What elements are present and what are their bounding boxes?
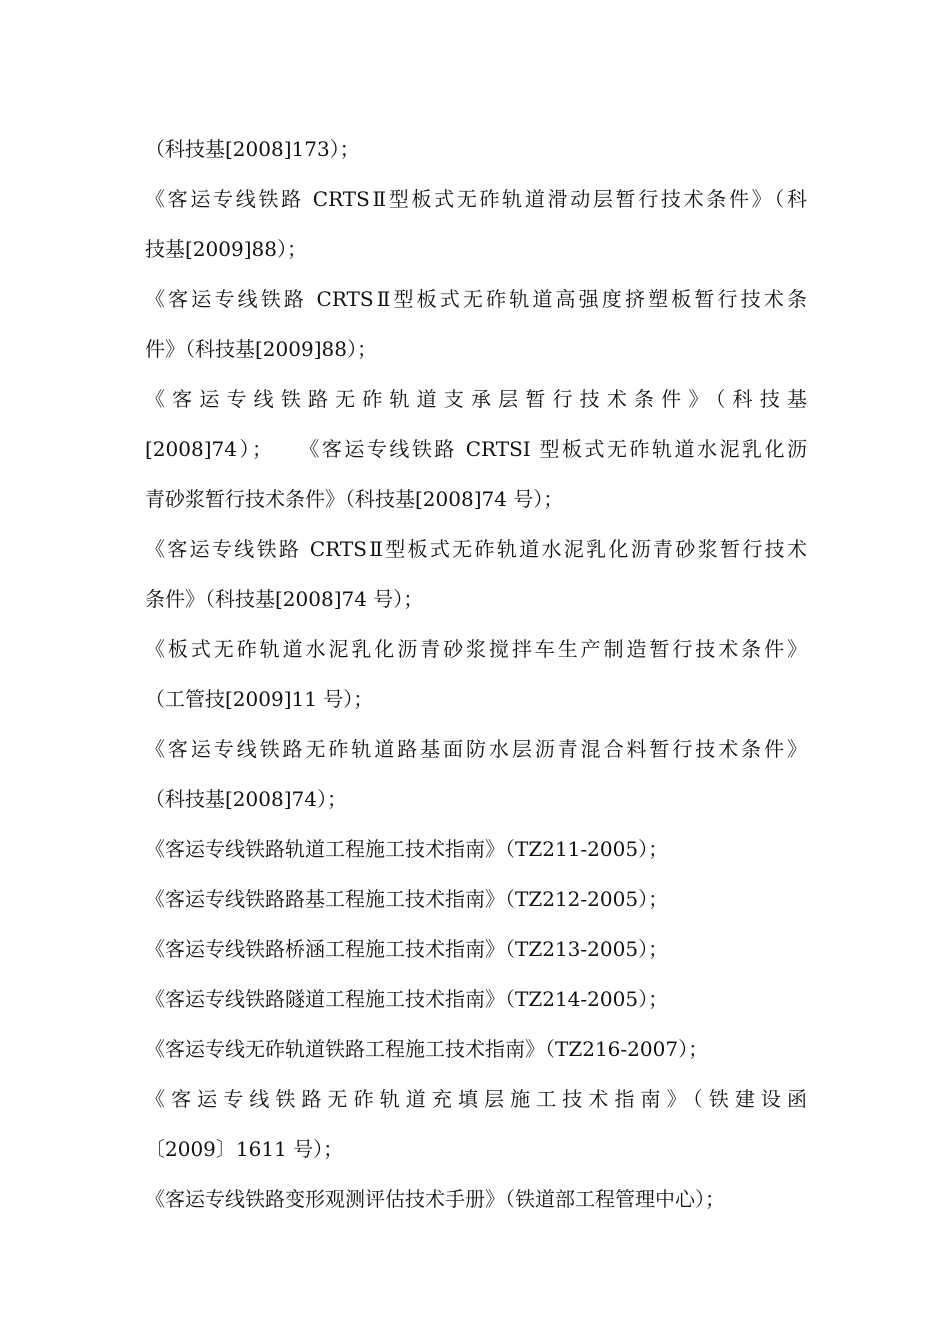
text-line-7: [2008]74）； 《客运专线铁路 CRTSI 型板式无砟轨道水泥乳化沥 [145, 437, 807, 461]
text-line-9: 《客运专线铁路 CRTSⅡ型板式无砟轨道水泥乳化沥青砂浆暂行技术 [145, 537, 807, 561]
text-line-5: 件》（科技基[2009]88）； [145, 337, 377, 361]
text-line-12: （工管技[2009]11 号）； [145, 687, 374, 711]
text-line-22: 《客运专线铁路变形观测评估技术手册》（铁道部工程管理中心）； [145, 1187, 725, 1211]
text-line-10: 条件》（科技基[2008]74 号）； [145, 587, 424, 611]
text-line-4: 《客运专线铁路 CRTSⅡ型板式无砟轨道高强度挤塑板暂行技术条 [145, 287, 807, 311]
text-line-3: 技基[2009]88）； [145, 237, 307, 261]
text-line-6: 《客运专线铁路无砟轨道支承层暂行技术条件》（科技基 [145, 387, 807, 411]
text-line-16: 《客运专线铁路路基工程施工技术指南》（TZ212-2005）； [145, 887, 669, 911]
text-line-21: 〔2009〕1611 号）； [145, 1137, 344, 1161]
text-line-19: 《客运专线无砟轨道铁路工程施工技术指南》（TZ216-2007）； [145, 1037, 709, 1061]
text-line-8: 青砂浆暂行技术条件》（科技基[2008]74 号）； [145, 487, 564, 511]
text-line-13: 《客运专线铁路无砟轨道路基面防水层沥青混合料暂行技术条件》 [145, 737, 807, 761]
text-line-11: 《板式无砟轨道水泥乳化沥青砂浆搅拌车生产制造暂行技术条件》 [145, 637, 807, 661]
text-line-1: （科技基[2008]173）； [145, 137, 360, 161]
text-line-2: 《客运专线铁路 CRTSⅡ型板式无砟轨道滑动层暂行技术条件》（科 [145, 187, 807, 211]
text-line-20: 《客运专线铁路无砟轨道充填层施工技术指南》（铁建设函 [145, 1087, 807, 1111]
text-line-17: 《客运专线铁路桥涵工程施工技术指南》（TZ213-2005）； [145, 937, 669, 961]
text-line-15: 《客运专线铁路轨道工程施工技术指南》（TZ211-2005）； [145, 837, 669, 861]
document-body [145, 124, 807, 1224]
text-line-14: （科技基[2008]74）； [145, 787, 347, 811]
text-line-18: 《客运专线铁路隧道工程施工技术指南》（TZ214-2005）； [145, 987, 669, 1011]
